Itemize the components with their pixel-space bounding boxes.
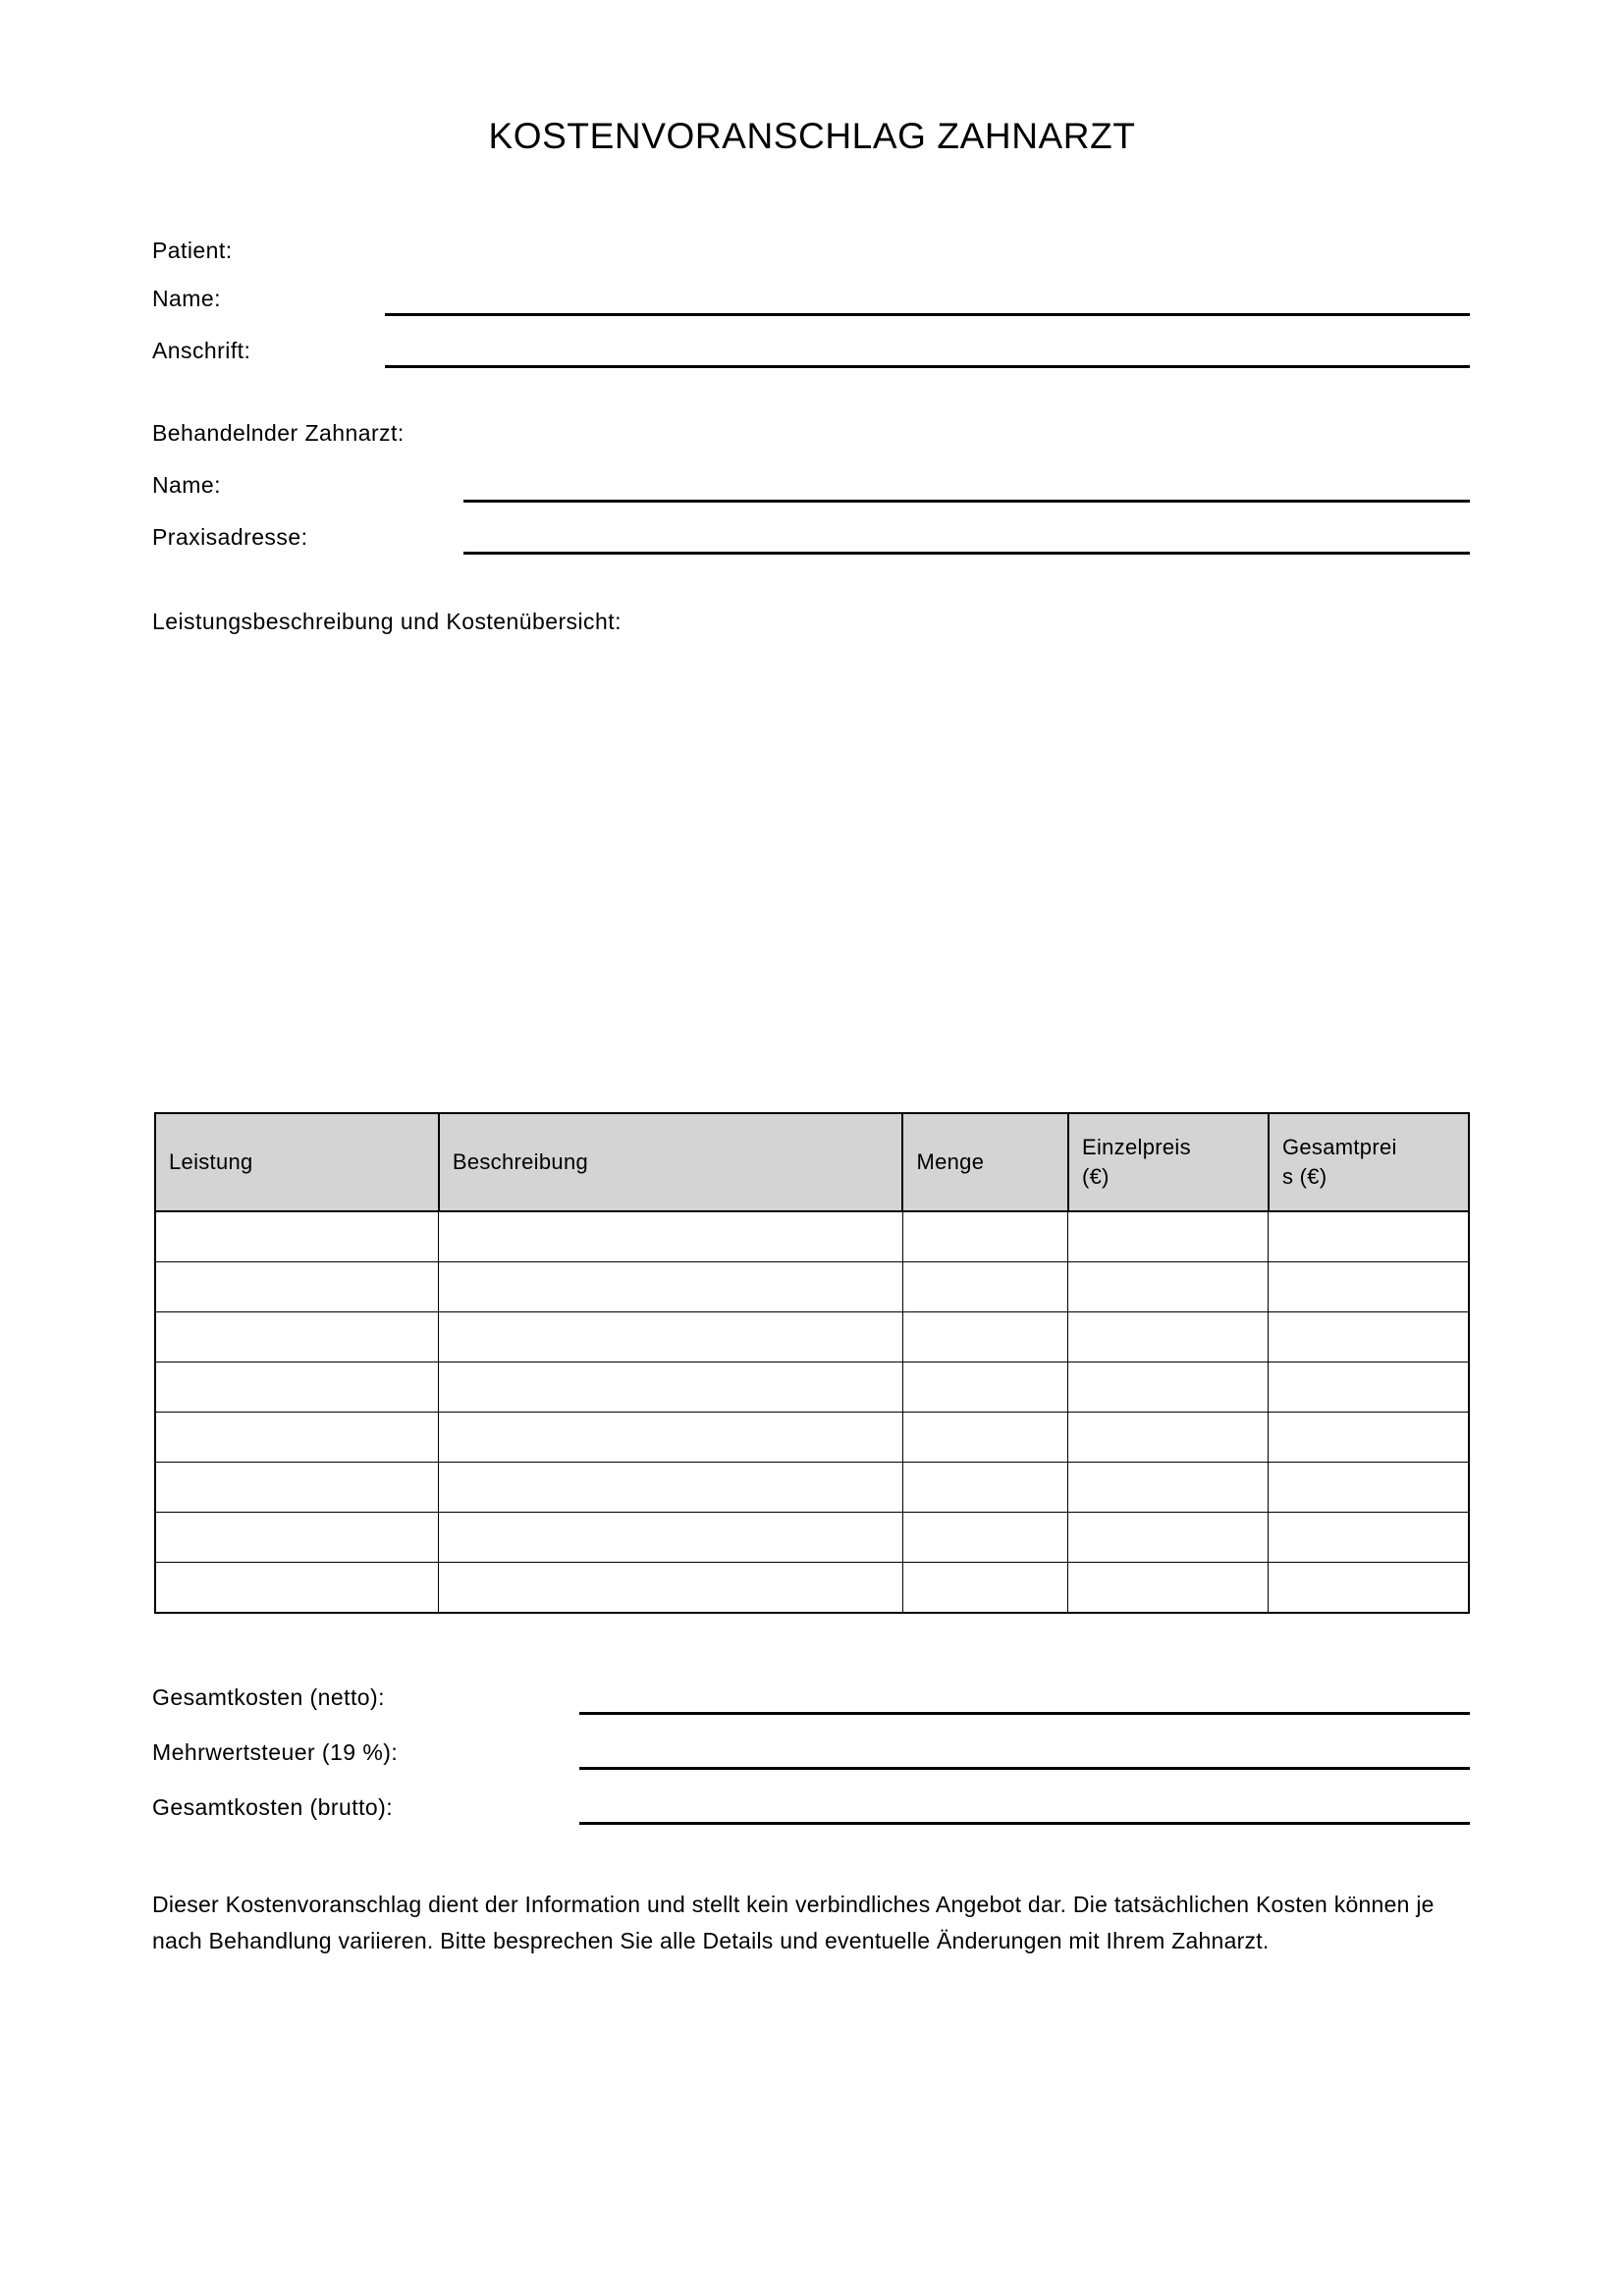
services-section-heading: Leistungsbeschreibung und Kostenübersicht: [152,609,622,634]
table-row [155,1362,1469,1413]
patient-address-label: Anschrift: [152,338,251,363]
table-cell-einzelpreis[interactable] [1068,1563,1269,1614]
table-cell-gesamtpreis[interactable] [1269,1362,1469,1413]
total-net-input-rule[interactable] [579,1712,1470,1715]
column-header-leistung-line1: Leistung [169,1149,253,1174]
table-cell-menge[interactable] [902,1413,1068,1463]
table-cell-gesamtpreis[interactable] [1269,1262,1469,1312]
total-vat-input-rule[interactable] [579,1767,1470,1770]
dentist-name-input-rule[interactable] [463,500,1470,503]
table-cell-einzelpreis[interactable] [1068,1513,1269,1563]
patient-name-label: Name: [152,286,221,311]
page-title: KOSTENVORANSCHLAG ZAHNARZT [488,116,1136,156]
column-header-menge [902,1113,1068,1211]
table-cell-menge[interactable] [902,1563,1068,1614]
table-cell-beschreibung[interactable] [439,1563,903,1614]
column-header-einzelpreis-line2: (€) [1081,1164,1110,1189]
table-cell-beschreibung[interactable] [439,1362,903,1413]
table-cell-leistung[interactable] [155,1413,439,1463]
table-cell-beschreibung[interactable] [439,1262,903,1312]
table-cell-gesamtpreis[interactable] [1269,1463,1469,1513]
table-cell-leistung[interactable] [155,1262,439,1312]
cost-table-header [155,1113,1469,1211]
dentist-name-field-row [152,468,1470,502]
table-cell-einzelpreis[interactable] [1068,1211,1269,1262]
table-row [155,1312,1469,1362]
table-row [155,1463,1469,1513]
table-cell-menge[interactable] [902,1211,1068,1262]
table-row [155,1513,1469,1563]
cost-table-body [155,1211,1469,1613]
total-vat-row [152,1735,1470,1769]
total-net-label: Gesamtkosten (netto): [152,1684,385,1710]
table-cell-beschreibung[interactable] [439,1513,903,1563]
total-gross-row [152,1790,1470,1824]
total-vat-label: Mehrwertsteuer (19 %): [152,1739,399,1765]
table-row [155,1563,1469,1614]
table-cell-menge[interactable] [902,1513,1068,1563]
table-cell-gesamtpreis[interactable] [1269,1563,1469,1614]
column-header-gesamtpreis-line2: s (€) [1281,1164,1327,1189]
total-gross-label: Gesamtkosten (brutto): [152,1794,394,1820]
table-cell-menge[interactable] [902,1463,1068,1513]
table-cell-menge[interactable] [902,1362,1068,1413]
dentist-practice-address-input-rule[interactable] [463,552,1470,555]
patient-section-heading: Patient: [152,238,233,263]
dentist-name-label: Name: [152,472,221,498]
patient-name-field-row [152,282,1470,315]
table-cell-beschreibung[interactable] [439,1413,903,1463]
table-cell-leistung[interactable] [155,1312,439,1362]
column-header-einzelpreis [1068,1113,1269,1211]
table-row [155,1413,1469,1463]
table-cell-leistung[interactable] [155,1362,439,1413]
total-gross-input-rule[interactable] [579,1822,1470,1825]
table-cell-menge[interactable] [902,1262,1068,1312]
total-net-row [152,1681,1470,1714]
cost-table [154,1112,1470,1614]
table-cell-gesamtpreis[interactable] [1269,1312,1469,1362]
patient-address-input-rule[interactable] [385,365,1470,368]
table-cell-gesamtpreis[interactable] [1269,1211,1469,1262]
column-header-beschreibung [439,1113,903,1211]
table-cell-einzelpreis[interactable] [1068,1312,1269,1362]
table-cell-einzelpreis[interactable] [1068,1362,1269,1413]
column-header-leistung [155,1113,439,1211]
table-row [155,1262,1469,1312]
patient-name-input-rule[interactable] [385,313,1470,316]
patient-address-field-row [152,334,1470,367]
table-cell-menge[interactable] [902,1312,1068,1362]
column-header-beschreibung-line1: Beschreibung [452,1149,589,1174]
table-cell-leistung[interactable] [155,1563,439,1614]
dentist-practice-address-label: Praxisadresse: [152,524,308,550]
table-cell-leistung[interactable] [155,1211,439,1262]
column-header-gesamtpreis [1269,1113,1469,1211]
table-cell-beschreibung[interactable] [439,1312,903,1362]
table-cell-gesamtpreis[interactable] [1269,1513,1469,1563]
table-cell-einzelpreis[interactable] [1068,1463,1269,1513]
dentist-practice-address-field-row [152,520,1470,554]
table-cell-beschreibung[interactable] [439,1211,903,1262]
table-cell-einzelpreis[interactable] [1068,1262,1269,1312]
column-header-einzelpreis-line1: Einzelpreis [1081,1135,1191,1159]
table-cell-leistung[interactable] [155,1463,439,1513]
table-header-row [155,1113,1469,1211]
table-row [155,1211,1469,1262]
dentist-section-heading: Behandelnder Zahnarzt: [152,420,405,446]
column-header-gesamtpreis-line1: Gesamtprei [1281,1135,1397,1159]
disclaimer-text: Dieser Kostenvoranschlag dient der Information und stellt kein verbindliches Angebot dar. Die tatsächlichen Kosten können je nach Behandlung variieren. Bitte besprechen Sie alle Details und eventuelle Änderungen mit Ihrem Zahnarzt. [152,1892,1435,1953]
table-cell-beschreibung[interactable] [439,1463,903,1513]
table-cell-gesamtpreis[interactable] [1269,1413,1469,1463]
table-cell-einzelpreis[interactable] [1068,1413,1269,1463]
table-cell-leistung[interactable] [155,1513,439,1563]
column-header-menge-line1: Menge [916,1149,985,1174]
